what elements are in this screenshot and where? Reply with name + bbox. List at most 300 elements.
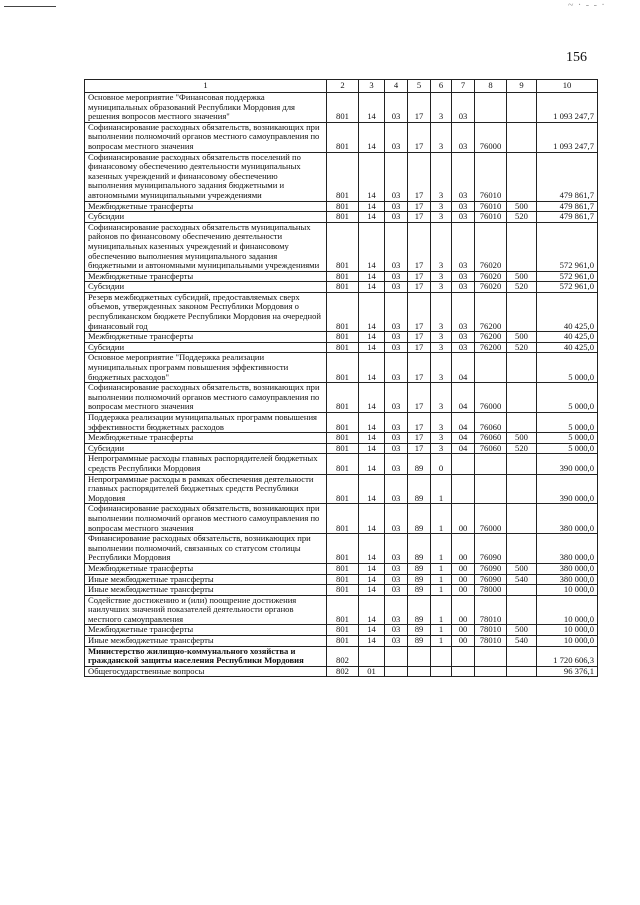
cell-podprogramma: 3 (431, 271, 452, 282)
cell-podprogramma: 3 (431, 122, 452, 152)
cell-desc: Межбюджетные трансферты (85, 271, 327, 282)
column-header: 10 (537, 80, 598, 93)
cell-programma: 89 (408, 454, 431, 474)
cell-summa: 1 720 606,3 (537, 646, 598, 666)
cell-kod-gruppy: 801 (327, 443, 359, 454)
cell-vid-raskhodov: 540 (507, 636, 537, 647)
table-row (85, 413, 598, 433)
cell-kod-gruppy: 801 (327, 636, 359, 647)
cell-razdel: 14 (359, 454, 385, 474)
cell-napravlenie: 76010 (475, 152, 507, 201)
cell-meropriyatie: 03 (452, 332, 475, 343)
cell-vid-raskhodov: 500 (507, 433, 537, 444)
cell-kod-gruppy: 801 (327, 271, 359, 282)
cell-razdel: 14 (359, 353, 385, 383)
cell-programma: 17 (408, 433, 431, 444)
cell-programma: 17 (408, 292, 431, 331)
cell-desc: Содействие достижению и (или) поощрение достижения наилучших значений показателей деятельности органов местного самоуправления (85, 595, 327, 625)
cell-summa: 390 000,0 (537, 474, 598, 504)
cell-kod-gruppy: 801 (327, 292, 359, 331)
cell-meropriyatie: 00 (452, 563, 475, 574)
table-row (85, 332, 598, 343)
cell-podprogramma: 3 (431, 433, 452, 444)
corner-marks: ~ · - - · (568, 0, 606, 11)
table-row (85, 342, 598, 353)
cell-kod-gruppy: 802 (327, 666, 359, 677)
cell-desc: Софинансирование расходных обязательств муниципальных районов по финансовому обеспечению деятельности муниципальных казенных учреждений и финансовому обеспечению выполнения муниципального задания бюджетными и автономными муниципальными учреждениями (85, 222, 327, 271)
cell-vid-raskhodov (507, 353, 537, 383)
cell-podrazdel: 03 (385, 433, 408, 444)
cell-podprogramma: 1 (431, 595, 452, 625)
cell-programma: 17 (408, 93, 431, 123)
cell-razdel (359, 646, 385, 666)
cell-podrazdel: 03 (385, 636, 408, 647)
cell-podrazdel: 03 (385, 201, 408, 212)
cell-meropriyatie (452, 454, 475, 474)
cell-kod-gruppy: 801 (327, 563, 359, 574)
cell-podprogramma: 1 (431, 625, 452, 636)
table-row (85, 646, 598, 666)
table-row (85, 595, 598, 625)
cell-vid-raskhodov: 500 (507, 271, 537, 282)
table-row (85, 271, 598, 282)
cell-summa: 5 000,0 (537, 443, 598, 454)
cell-napravlenie: 78010 (475, 636, 507, 647)
cell-podrazdel: 03 (385, 585, 408, 596)
column-header: 6 (431, 80, 452, 93)
cell-programma: 89 (408, 595, 431, 625)
cell-meropriyatie: 00 (452, 585, 475, 596)
table-row (85, 585, 598, 596)
cell-kod-gruppy: 801 (327, 152, 359, 201)
cell-vid-raskhodov (507, 152, 537, 201)
cell-podprogramma: 3 (431, 413, 452, 433)
table-row (85, 666, 598, 677)
cell-kod-gruppy: 801 (327, 625, 359, 636)
cell-vid-raskhodov (507, 474, 537, 504)
cell-meropriyatie: 00 (452, 574, 475, 585)
cell-podprogramma: 1 (431, 636, 452, 647)
cell-napravlenie (475, 474, 507, 504)
cell-podrazdel: 03 (385, 534, 408, 564)
cell-meropriyatie: 03 (452, 282, 475, 293)
cell-podprogramma (431, 646, 452, 666)
cell-kod-gruppy: 801 (327, 474, 359, 504)
cell-desc: Основное мероприятие "Финансовая поддержка муниципальных образований Республики Мордовия для решения вопросов местного значения" (85, 93, 327, 123)
cell-desc: Поддержка реализации муниципальных программ повышения эффективности бюджетных расходов (85, 413, 327, 433)
cell-summa: 40 425,0 (537, 342, 598, 353)
cell-razdel: 14 (359, 636, 385, 647)
cell-vid-raskhodov (507, 122, 537, 152)
cell-desc: Межбюджетные трансферты (85, 433, 327, 444)
table-row (85, 292, 598, 331)
table-row (85, 201, 598, 212)
cell-vid-raskhodov (507, 504, 537, 534)
cell-kod-gruppy: 801 (327, 353, 359, 383)
cell-desc: Субсидии (85, 342, 327, 353)
cell-desc: Межбюджетные трансферты (85, 332, 327, 343)
table-row (85, 93, 598, 123)
cell-meropriyatie (452, 474, 475, 504)
cell-napravlenie: 78010 (475, 625, 507, 636)
cell-meropriyatie: 03 (452, 342, 475, 353)
cell-desc: Межбюджетные трансферты (85, 563, 327, 574)
cell-kod-gruppy: 801 (327, 574, 359, 585)
cell-desc: Министерство жилищно-коммунального хозяйства и гражданской защиты населения Республики Мордовия (85, 646, 327, 666)
cell-summa: 479 861,7 (537, 212, 598, 223)
cell-napravlenie: 76200 (475, 332, 507, 343)
cell-programma: 89 (408, 636, 431, 647)
page-number: 156 (566, 50, 587, 65)
cell-summa: 5 000,0 (537, 353, 598, 383)
cell-podrazdel (385, 646, 408, 666)
cell-summa: 10 000,0 (537, 595, 598, 625)
column-header: 2 (327, 80, 359, 93)
cell-desc: Иные межбюджетные трансферты (85, 636, 327, 647)
cell-podrazdel: 03 (385, 574, 408, 585)
column-header: 8 (475, 80, 507, 93)
cell-meropriyatie: 00 (452, 636, 475, 647)
table-row (85, 454, 598, 474)
table-row (85, 383, 598, 413)
cell-kod-gruppy: 801 (327, 454, 359, 474)
cell-meropriyatie: 04 (452, 353, 475, 383)
cell-napravlenie (475, 646, 507, 666)
cell-napravlenie: 76090 (475, 563, 507, 574)
cell-napravlenie: 76060 (475, 443, 507, 454)
cell-razdel: 14 (359, 413, 385, 433)
cell-podrazdel: 03 (385, 222, 408, 271)
cell-podrazdel: 03 (385, 342, 408, 353)
cell-kod-gruppy: 801 (327, 342, 359, 353)
cell-razdel: 14 (359, 332, 385, 343)
cell-kod-gruppy: 801 (327, 93, 359, 123)
cell-podrazdel: 03 (385, 212, 408, 223)
cell-napravlenie: 76020 (475, 222, 507, 271)
cell-podprogramma: 1 (431, 574, 452, 585)
cell-razdel: 14 (359, 625, 385, 636)
cell-napravlenie: 76000 (475, 383, 507, 413)
cell-podrazdel: 03 (385, 93, 408, 123)
cell-podrazdel: 03 (385, 563, 408, 574)
cell-podprogramma (431, 666, 452, 677)
cell-meropriyatie: 04 (452, 443, 475, 454)
cell-programma: 89 (408, 585, 431, 596)
table-row (85, 534, 598, 564)
cell-podrazdel: 03 (385, 282, 408, 293)
cell-summa: 380 000,0 (537, 563, 598, 574)
cell-napravlenie: 78010 (475, 595, 507, 625)
cell-summa: 10 000,0 (537, 585, 598, 596)
cell-desc: Основное мероприятие "Поддержка реализации муниципальных программ повышения эффективности бюджетных расходов" (85, 353, 327, 383)
cell-vid-raskhodov: 500 (507, 201, 537, 212)
cell-podprogramma: 1 (431, 534, 452, 564)
cell-podprogramma: 3 (431, 282, 452, 293)
cell-meropriyatie: 03 (452, 271, 475, 282)
budget-table (84, 79, 598, 677)
table-row (85, 353, 598, 383)
cell-kod-gruppy: 801 (327, 504, 359, 534)
cell-podprogramma: 0 (431, 454, 452, 474)
table-body (85, 93, 598, 677)
cell-napravlenie (475, 666, 507, 677)
cell-programma: 17 (408, 122, 431, 152)
cell-vid-raskhodov (507, 222, 537, 271)
cell-kod-gruppy: 801 (327, 222, 359, 271)
cell-programma: 17 (408, 201, 431, 212)
cell-programma: 89 (408, 504, 431, 534)
cell-vid-raskhodov (507, 585, 537, 596)
cell-programma: 17 (408, 413, 431, 433)
cell-podrazdel: 03 (385, 454, 408, 474)
cell-kod-gruppy: 801 (327, 383, 359, 413)
cell-podprogramma: 3 (431, 212, 452, 223)
cell-vid-raskhodov (507, 292, 537, 331)
cell-programma: 17 (408, 222, 431, 271)
cell-napravlenie: 76000 (475, 504, 507, 534)
cell-razdel: 14 (359, 585, 385, 596)
cell-kod-gruppy: 801 (327, 282, 359, 293)
column-header: 4 (385, 80, 408, 93)
table-row (85, 474, 598, 504)
cell-summa: 380 000,0 (537, 504, 598, 534)
cell-napravlenie: 76010 (475, 201, 507, 212)
cell-napravlenie: 76090 (475, 534, 507, 564)
table-header-row (85, 80, 598, 93)
cell-podprogramma: 3 (431, 383, 452, 413)
cell-programma (408, 666, 431, 677)
cell-desc: Межбюджетные трансферты (85, 625, 327, 636)
cell-vid-raskhodov: 520 (507, 443, 537, 454)
table-row (85, 504, 598, 534)
cell-vid-raskhodov: 500 (507, 625, 537, 636)
cell-desc: Общегосударственные вопросы (85, 666, 327, 677)
cell-vid-raskhodov: 520 (507, 342, 537, 353)
cell-podrazdel: 03 (385, 625, 408, 636)
cell-napravlenie: 76000 (475, 122, 507, 152)
cell-razdel: 14 (359, 212, 385, 223)
cell-podrazdel (385, 666, 408, 677)
cell-vid-raskhodov: 500 (507, 563, 537, 574)
cell-kod-gruppy: 801 (327, 212, 359, 223)
cell-podrazdel: 03 (385, 413, 408, 433)
cell-razdel: 14 (359, 534, 385, 564)
cell-vid-raskhodov (507, 413, 537, 433)
cell-summa: 479 861,7 (537, 152, 598, 201)
cell-programma: 89 (408, 474, 431, 504)
cell-meropriyatie: 03 (452, 201, 475, 212)
cell-programma (408, 646, 431, 666)
cell-programma: 17 (408, 332, 431, 343)
cell-podprogramma: 3 (431, 353, 452, 383)
table-row (85, 122, 598, 152)
cell-podprogramma: 3 (431, 332, 452, 343)
cell-razdel: 14 (359, 474, 385, 504)
cell-podprogramma: 1 (431, 504, 452, 534)
cell-podrazdel: 03 (385, 474, 408, 504)
cell-meropriyatie: 00 (452, 534, 475, 564)
cell-kod-gruppy: 801 (327, 585, 359, 596)
cell-summa: 380 000,0 (537, 534, 598, 564)
cell-kod-gruppy: 801 (327, 332, 359, 343)
cell-programma: 17 (408, 383, 431, 413)
cell-vid-raskhodov (507, 454, 537, 474)
cell-razdel: 14 (359, 595, 385, 625)
cell-programma: 89 (408, 563, 431, 574)
table-row (85, 563, 598, 574)
table-row (85, 282, 598, 293)
cell-meropriyatie: 03 (452, 212, 475, 223)
table-row (85, 222, 598, 271)
column-header: 3 (359, 80, 385, 93)
cell-desc: Иные межбюджетные трансферты (85, 585, 327, 596)
cell-napravlenie (475, 353, 507, 383)
cell-kod-gruppy: 801 (327, 433, 359, 444)
cell-napravlenie: 76060 (475, 413, 507, 433)
cell-podrazdel: 03 (385, 353, 408, 383)
cell-razdel: 14 (359, 122, 385, 152)
cell-napravlenie: 76200 (475, 342, 507, 353)
cell-vid-raskhodov (507, 666, 537, 677)
cell-meropriyatie: 03 (452, 152, 475, 201)
cell-napravlenie (475, 93, 507, 123)
cell-podrazdel: 03 (385, 443, 408, 454)
cell-meropriyatie: 00 (452, 504, 475, 534)
cell-podprogramma: 3 (431, 201, 452, 212)
cell-podprogramma: 1 (431, 474, 452, 504)
cell-summa: 10 000,0 (537, 636, 598, 647)
cell-razdel: 14 (359, 433, 385, 444)
cell-podrazdel: 03 (385, 152, 408, 201)
cell-meropriyatie: 00 (452, 625, 475, 636)
table-row (85, 433, 598, 444)
cell-napravlenie: 76020 (475, 282, 507, 293)
cell-razdel: 14 (359, 271, 385, 282)
cell-programma: 17 (408, 342, 431, 353)
cell-desc: Межбюджетные трансферты (85, 201, 327, 212)
cell-programma: 89 (408, 534, 431, 564)
cell-kod-gruppy: 801 (327, 534, 359, 564)
cell-razdel: 14 (359, 563, 385, 574)
cell-razdel: 14 (359, 201, 385, 212)
cell-desc: Резерв межбюджетных субсидий, предоставляемых сверх объемов, утвержденных законом Республики Мордовия о республиканском бюджете Республики Мордовия на очередной финансовый год (85, 292, 327, 331)
cell-meropriyatie: 03 (452, 93, 475, 123)
cell-desc: Софинансирование расходных обязательств, возникающих при выполнении полномочий органов местного самоуправления по вопросам местного значения (85, 122, 327, 152)
cell-podprogramma: 1 (431, 585, 452, 596)
cell-vid-raskhodov (507, 383, 537, 413)
cell-podrazdel: 03 (385, 332, 408, 343)
cell-podrazdel: 03 (385, 504, 408, 534)
cell-summa: 390 000,0 (537, 454, 598, 474)
cell-summa: 96 376,1 (537, 666, 598, 677)
cell-summa: 380 000,0 (537, 574, 598, 585)
cell-summa: 1 093 247,7 (537, 93, 598, 123)
cell-meropriyatie: 03 (452, 122, 475, 152)
cell-summa: 572 961,0 (537, 271, 598, 282)
cell-summa: 40 425,0 (537, 332, 598, 343)
cell-programma: 17 (408, 282, 431, 293)
cell-napravlenie: 76020 (475, 271, 507, 282)
cell-podrazdel: 03 (385, 383, 408, 413)
cell-meropriyatie: 04 (452, 413, 475, 433)
cell-summa: 572 961,0 (537, 282, 598, 293)
cell-razdel: 01 (359, 666, 385, 677)
cell-kod-gruppy: 801 (327, 201, 359, 212)
table-row (85, 636, 598, 647)
top-left-dash (4, 6, 56, 7)
cell-summa: 479 861,7 (537, 201, 598, 212)
table-row (85, 212, 598, 223)
cell-razdel: 14 (359, 443, 385, 454)
cell-meropriyatie (452, 646, 475, 666)
cell-desc: Софинансирование расходных обязательств поселений по финансовому обеспечению деятельности муниципальных казенных учреждений и финансовому обеспечению выполнения муниципального задания бюджетными и автономными муниципальными учреждениями (85, 152, 327, 201)
cell-vid-raskhodov (507, 534, 537, 564)
cell-razdel: 14 (359, 282, 385, 293)
cell-desc: Непрограммные расходы в рамках обеспечения деятельности главных распорядителей бюджетных средств Республики Мордовия (85, 474, 327, 504)
cell-vid-raskhodov (507, 595, 537, 625)
cell-summa: 572 961,0 (537, 222, 598, 271)
column-header: 5 (408, 80, 431, 93)
cell-programma: 17 (408, 443, 431, 454)
cell-kod-gruppy: 801 (327, 122, 359, 152)
cell-vid-raskhodov: 520 (507, 282, 537, 293)
table-row (85, 152, 598, 201)
cell-razdel: 14 (359, 152, 385, 201)
cell-desc: Непрограммные расходы главных распорядителей бюджетных средств Республики Мордовия (85, 454, 327, 474)
cell-podrazdel: 03 (385, 271, 408, 282)
cell-desc: Софинансирование расходных обязательств, возникающих при выполнении полномочий органов местного самоуправления по вопросам местного значения (85, 504, 327, 534)
cell-podprogramma: 3 (431, 222, 452, 271)
cell-razdel: 14 (359, 292, 385, 331)
cell-summa: 5 000,0 (537, 433, 598, 444)
cell-summa: 5 000,0 (537, 413, 598, 433)
cell-meropriyatie: 03 (452, 222, 475, 271)
cell-podprogramma: 3 (431, 93, 452, 123)
cell-podprogramma: 3 (431, 292, 452, 331)
cell-kod-gruppy: 802 (327, 646, 359, 666)
column-header: 1 (85, 80, 327, 93)
cell-meropriyatie: 04 (452, 433, 475, 444)
cell-napravlenie: 76060 (475, 433, 507, 444)
cell-desc: Иные межбюджетные трансферты (85, 574, 327, 585)
cell-razdel: 14 (359, 504, 385, 534)
cell-vid-raskhodov (507, 646, 537, 666)
cell-summa: 5 000,0 (537, 383, 598, 413)
cell-napravlenie: 76090 (475, 574, 507, 585)
cell-podprogramma: 1 (431, 563, 452, 574)
cell-vid-raskhodov: 520 (507, 212, 537, 223)
cell-razdel: 14 (359, 93, 385, 123)
cell-meropriyatie (452, 666, 475, 677)
cell-podprogramma: 3 (431, 152, 452, 201)
table-row (85, 443, 598, 454)
cell-vid-raskhodov: 540 (507, 574, 537, 585)
cell-razdel: 14 (359, 342, 385, 353)
cell-desc: Субсидии (85, 212, 327, 223)
cell-desc: Софинансирование расходных обязательств, возникающих при выполнении полномочий органов местного самоуправления по вопросам местного значения (85, 383, 327, 413)
cell-podprogramma: 3 (431, 443, 452, 454)
cell-programma: 17 (408, 271, 431, 282)
cell-razdel: 14 (359, 574, 385, 585)
column-header: 9 (507, 80, 537, 93)
cell-summa: 10 000,0 (537, 625, 598, 636)
cell-razdel: 14 (359, 222, 385, 271)
cell-desc: Финансирование расходных обязательств, возникающих при выполнении полномочий, связанных со статусом столицы Республики Мордовия (85, 534, 327, 564)
cell-podprogramma: 3 (431, 342, 452, 353)
cell-meropriyatie: 00 (452, 595, 475, 625)
cell-summa: 40 425,0 (537, 292, 598, 331)
cell-desc: Субсидии (85, 282, 327, 293)
